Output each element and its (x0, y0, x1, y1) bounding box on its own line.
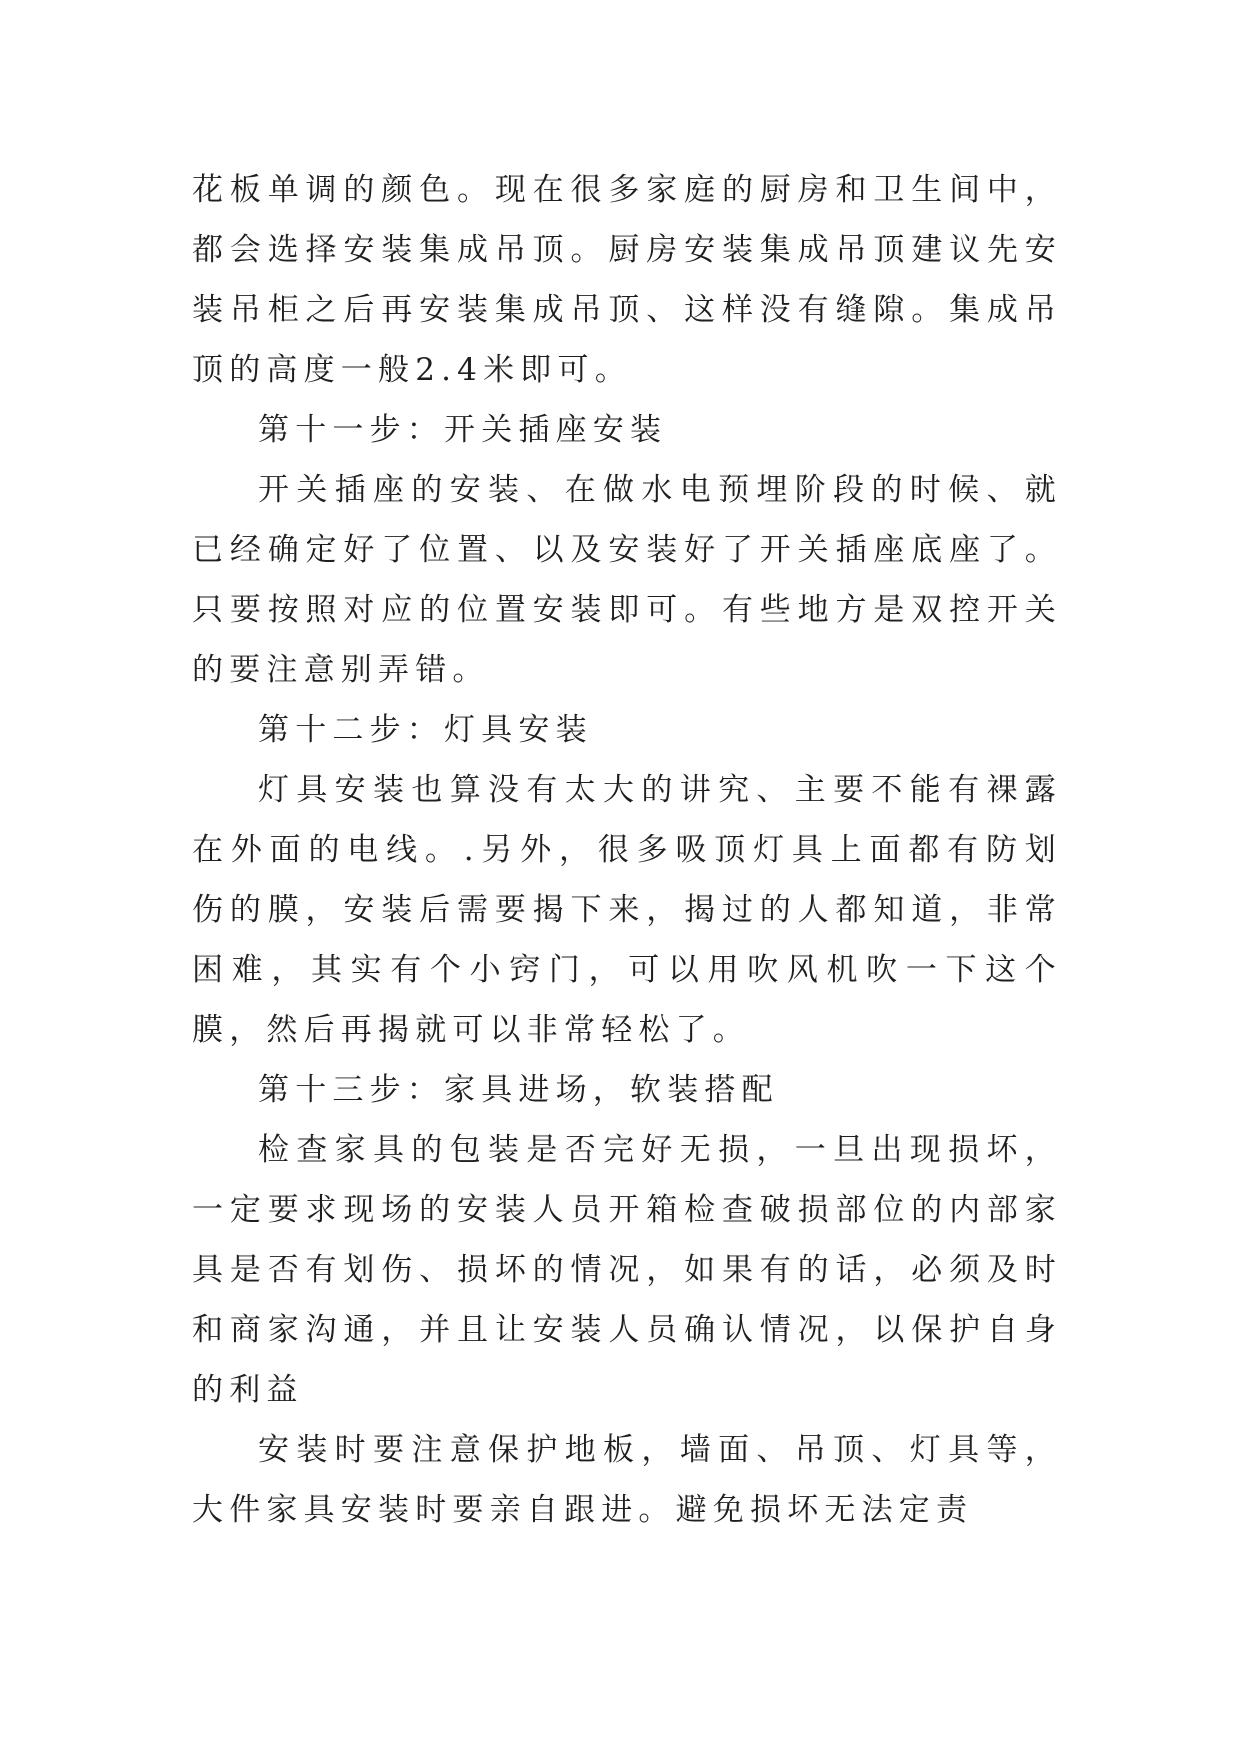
paragraph-furniture-check: 检查家具的包装是否完好无损，一旦出现损坏，一定要求现场的安装人员开箱检查破损部位的内部家具是否有划伤、损坏的情况，如果有的话，必须及时和商家沟通，并且让安装人员确认情况，以保护自身的利益 (192, 1132, 1062, 1408)
paragraph-lighting: 灯具安装也算没有太大的讲究、主要不能有裸露在外面的电线。.另外，很多吸顶灯具上面都有防划伤的膜，安装后需要揭下来，揭过的人都知道，非常困难，其实有个小窍门，可以用吹风机吹一下这个膜，然后再揭就可以非常轻松了。 (192, 772, 1062, 1048)
document-body (192, 160, 1062, 1540)
heading-step-11: 第十一步：开关插座安装 (258, 412, 668, 448)
paragraph-ceiling-continued: 花板单调的颜色。现在很多家庭的厨房和卫生间中，都会选择安装集成吊顶。厨房安装集成吊顶建议先安装吊柜之后再安装集成吊顶、这样没有缝隙。集成吊顶的高度一般2.4米即可。 (192, 172, 1062, 388)
paragraph-switch-socket: 开关插座的安装、在做水电预埋阶段的时候、就已经确定好了位置、以及安装好了开关插座底座了。只要按照对应的位置安装即可。有些地方是双控开关的要注意别弄错。 (192, 472, 1062, 688)
heading-step-13: 第十三步：家具进场，软装搭配 (258, 1072, 779, 1108)
paragraph-furniture-install: 安装时要注意保护地板，墙面、吊顶、灯具等，大件家具安装时要亲自跟进。避免损坏无法定责 (192, 1432, 1062, 1528)
heading-step-12: 第十二步：灯具安装 (258, 712, 593, 748)
